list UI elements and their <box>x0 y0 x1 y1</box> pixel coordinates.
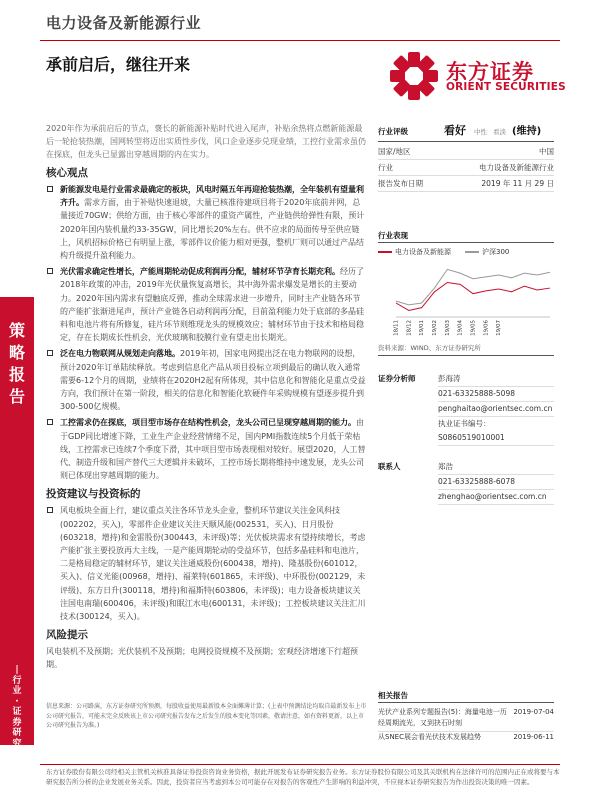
bullet-icon <box>47 186 53 192</box>
legend-swatch-gray <box>465 251 479 253</box>
contact-row <box>378 490 554 505</box>
industry-label: 电力设备及新能源行业 <box>46 14 202 32</box>
related-date: 2019-07-04 <box>513 708 554 716</box>
info-row <box>378 176 554 192</box>
bullet-icon <box>47 268 53 274</box>
disclaimer: 东方证券股份有限公司经相关主管机关核准具备证券投资咨询业务资格，据此开展发布证券研究报告业务。东方证券股份有限公司及其关联机构在法律许可的范围内正在或将要与本研究报告所分析的企业发展业务关系。因此，投资者应当考虑到本公司可能存在对报告的客观性产生影响的利益冲突，不应视本证券研究报告为作出投资决策的唯一因素。 <box>46 768 560 786</box>
footnote: 信息来源：公司路演，东方证券研究所预测，每股收益使用最新股本全面摊薄计算；(上表中预测结论均取自最新发布上市公司研究报告，可能未完全反映该上市公司研究报告发布之后发生的股本变化等因素，敬请注意，如有资料更新，以上市公司研究报告为准。) <box>46 703 367 729</box>
info-row <box>378 144 554 160</box>
analyst-phone: 021-63325888-5098 <box>438 387 554 402</box>
analyst-license: 执业证书编号：S0860519010001 <box>438 417 554 446</box>
x-tick-label: 19/03 <box>444 320 451 336</box>
contact-row <box>378 475 554 490</box>
sidebar-report-type: 策 略 报 告 <box>8 321 25 406</box>
performance-chart <box>378 257 554 339</box>
legend-item <box>378 247 451 257</box>
analyst-email[interactable]: penghaitao@orientsec.com.cn <box>438 402 554 417</box>
related-title[interactable]: 光伏产业系列专题报告(5)：海量电池一历经周期流光，又到抉石时刻 <box>378 708 507 727</box>
risk-text: 风电装机不及预期；光伏装机不及预期；电网投资规模不及预期；宏观经济增速下行超预期。 <box>46 647 358 670</box>
core-bullets <box>46 183 366 482</box>
bullet-icon <box>47 419 53 425</box>
legend-label: 电力设备及新能源 <box>395 248 451 256</box>
bullet-text: 经历了2018年政策的冲击，2019年光伏量恢复高增长，其中海外需求爆发是增长的主要动力。2020年国内需求有望触底反弹，推动全球需求进一步增升，同时主产业链各环节的产能扩张渐进尾声，预计产业链各启动利润再分配，目前盈利能力处于底部的多晶硅料和电池片将有所修复，硅片环节则维现龙头的规模效应；辅材环节由于技术和格局稳定，存在长期成长性机会，光伏玻璃和胶膜行业有望走出长期光。 <box>60 267 364 343</box>
header-bar <box>0 0 600 40</box>
contact-phone: 021-63325888-6078 <box>438 475 554 490</box>
bullet-lead: 工控需求仍在探底，项目型市场存在结构性机会，龙头公司已呈现穿越周期的能力。 <box>60 418 356 428</box>
list-item <box>46 183 366 262</box>
header-divider <box>40 40 560 41</box>
analyst-role: 证券分析师 <box>378 374 416 383</box>
related-item[interactable] <box>378 731 554 743</box>
x-tick-label: 18/11 <box>393 320 400 336</box>
contact-row <box>378 460 554 475</box>
x-tick-label: 18/12 <box>406 320 413 336</box>
list-item <box>46 416 366 482</box>
report-title: 承前启后，继往开来 <box>46 55 191 74</box>
bullet-icon <box>47 350 53 356</box>
analyst-row <box>378 387 554 402</box>
invest-heading: 投资建议与投资标的 <box>46 488 141 501</box>
orient-logo-icon <box>388 50 440 102</box>
info-value: 2019 年 11 月 29 日 <box>481 179 554 188</box>
invest-text: 风电板块全面上行，建议重点关注各环节龙头企业，整机环节建议关注金风科技(002202，买入)，零部件企业建议关注天顺风能(002531，买入)、日月股份(603218，增持)和金雷股份(300443，未评级)等；光伏板块需求有望持续增长，考虑产能扩张主要投放再大主线，一是产能周期轮动的受益环节，包括多晶硅料和电池片，二是格局稳定的辅材环节，建议关注通威股份(600438，增持)、隆基股份(601012，买入)、信义光能(00968，增持)、福莱特(601865，未评级)、中环股份(002129，未评级)、东方日升(300118，增持)和福斯特(603806，未评级)；电力设备板块建议关注国电南瑞(600406，未评级)和眠江水电(600131，未评级)；工控板块建议关注汇川技术(300124，买入)。 <box>60 506 366 622</box>
summary-paragraph: 2020年作为承前启后的节点，褒长的新能源补贴时代进入尾声，补贴余热将点燃新能源最后一轮抢装热潮，国网转型将迈出实质性步伐，风口企业逐步兑现业绩，工控行业需求虽仍在探底，但龙头已显露出穿越周期的内在实力。 <box>46 124 366 159</box>
core-heading: 核心观点 <box>46 167 88 179</box>
info-key: 国家/地区 <box>378 147 411 156</box>
footer-divider <box>40 764 560 765</box>
bullet-lead: 新能源发电是行业需求最确定的板块，风电时隔五年再迎抢装热潮，全年装机有望量利齐升。 <box>60 185 364 208</box>
bullet-lead: 光伏需求确定性增长，产能周期轮动促成利润再分配，辅材环节孕育长期充利。 <box>60 267 340 277</box>
list-item <box>46 347 366 413</box>
rating-maintain: (维持) <box>512 126 542 137</box>
logo-text-en: ORIENT SECURITIES <box>446 81 566 93</box>
info-key: 行业 <box>378 163 393 172</box>
info-row <box>378 160 554 176</box>
legend-item <box>465 247 509 257</box>
sidebar-report-category: | 行 业 · 证 券 研 究 报 告 | <box>12 665 22 780</box>
analyst-name: 彭海涛 <box>438 372 554 387</box>
analyst-row <box>378 402 554 417</box>
x-tick-label: 19/07 <box>496 320 503 336</box>
info-value: 电力设备及新能源行业 <box>479 163 554 172</box>
list-item <box>46 504 366 623</box>
info-value: 中国 <box>539 147 554 156</box>
rating-label: 行业评级 <box>378 127 408 136</box>
x-tick-label: 19/06 <box>483 320 490 336</box>
related-date: 2019-06-11 <box>513 733 554 741</box>
bullet-text: 需求方面，由于补贴快速退坡，大量已核准待建项目将于2020年底前并网，总量接近70GW；供给方面，由于核心零部件的重资产属性，产业链供给弹性有限，预计2020年国内装机量约33-35GW，同比增长20%左右。供不应求的局面传导至供应链上，风机招标价格已有明显上涨，零部件议价能力相对更强，整机厂则可以通过产品结构升级提升盈利能力。 <box>60 198 365 261</box>
x-tick-label: 19/01 <box>419 320 426 336</box>
info-column <box>378 122 554 505</box>
contact-email[interactable]: zhenghao@orientsec.com.cn <box>438 490 554 505</box>
contact-role: 联系人 <box>378 462 401 471</box>
legend-label: 沪深300 <box>482 248 510 256</box>
bullet-lead: 泛在电力物联网从规划走向落地。 <box>60 349 180 359</box>
x-tick-label: 19/04 <box>457 320 464 336</box>
info-key: 报告发布日期 <box>378 179 423 188</box>
related-item[interactable] <box>378 707 554 729</box>
bullet-icon <box>47 507 53 513</box>
analyst-block <box>378 372 554 505</box>
logo-text-cn: 东方证券 <box>446 60 534 84</box>
performance-heading: 行业表现 <box>378 230 554 243</box>
related-title[interactable]: 从SNEC展会看光伏技术发展趋势 <box>378 733 481 741</box>
chart-legend <box>378 247 554 257</box>
legend-swatch-red <box>378 251 392 253</box>
series-line-0 <box>396 282 550 310</box>
chart-source-note: 资料来源：WIND、东方证券研究所 <box>378 343 554 356</box>
related-reports <box>378 690 554 743</box>
x-tick-label: 19/05 <box>470 320 477 336</box>
analyst-row <box>378 372 554 387</box>
analyst-row <box>378 417 554 446</box>
bullet-text: 2019年初，国家电网提出泛在电力物联网的设想，预计2020年订单陆续释放。考虑到信息化产品从项目投标立项到最后的确认收入通常需要6-12个月的周期，业绩将在2020H2起有所体现，其中信息化和智能化是重点受益方向，我们预计在第一阶段，相关的信息化和智能化软硬件年采购规模有望逐步提升到300-500亿规模。 <box>60 349 366 412</box>
rating-option: 中性 <box>474 128 487 136</box>
x-tick-label: 19/02 <box>432 320 438 336</box>
bullet-text: 由于GDP同比增速下降，工业生产企业经营情绪不足，国内PMI指数连续5个月低于荣枯线，工控需求已连续7个季度下滑，其中项目型市场表现相对较好。展望2020，人工替代、制造升级和国产替代三大逻辑并未破坏，工控市场长期将维持中速发展，龙头公司则已体现出穿越周期的能力。 <box>60 418 366 481</box>
rating-value: 看好 <box>444 124 466 137</box>
risk-heading: 风险提示 <box>46 629 88 642</box>
rating-option: 看淡 <box>493 128 506 136</box>
related-heading: 相关报告 <box>378 690 554 703</box>
rating-row <box>378 122 554 142</box>
contact-name: 郑浩 <box>438 460 554 475</box>
main-column <box>46 122 366 671</box>
list-item <box>46 265 366 344</box>
